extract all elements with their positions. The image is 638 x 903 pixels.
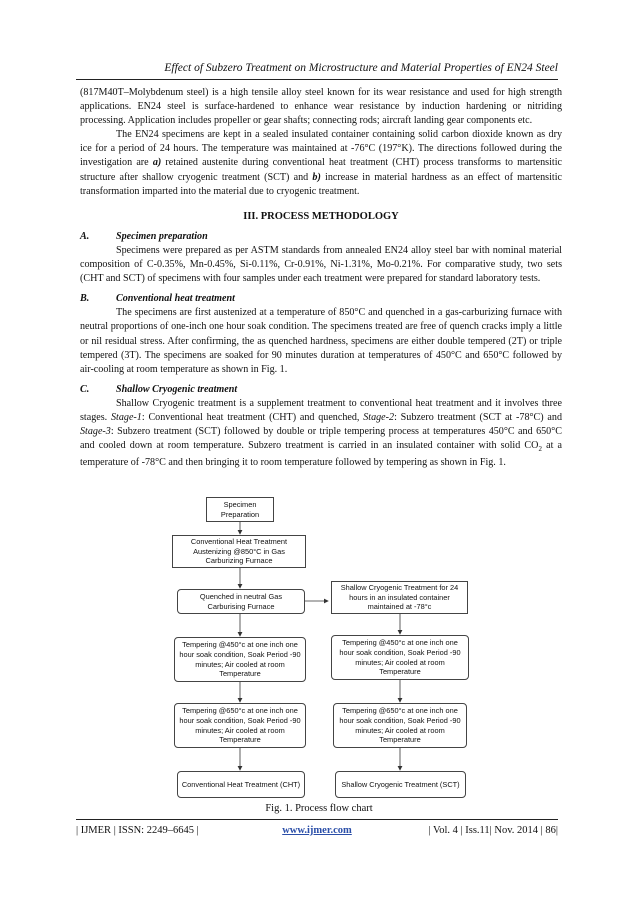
flow-end-sct: Shallow Cryogenic Treatment (SCT) [335,771,466,798]
flow-tempering-650-right: Tempering @650°c at one inch one hour soak condition, Soak Period -90 minutes; Air cooled at room Temperature [333,703,467,748]
paragraph-shallow-cryogenic: Shallow Cryogenic treatment is a supplement treatment to conventional heat treatment and it involves three stages. Stage-1: Conventional heat treatment (CHT) and quenched, Stage-2: Subzero treatment (SCT at -78°C) and Stage-3: Subzero treatment (SCT) followed by double or triple tempering process at temperatures 450°C and 650°C and cooled down at room temperature. Subzero treatment is carried in an insulated container with solid $CO_2$ at a temperature of -78°C and then bringing it to room temperature followed by tempering as shown in Fig. 1. [80,397,563,469]
subsection-heading-a: A. Specimen preparation [80,230,208,242]
paragraph-specimens-storage: The EN24 specimens are kept in a sealed insulated container containing solid carbon dioxide known as dry ice for a period of 24 hours. The temperature was maintained at -76°C (197°K). The directions followed during the investigation are a) retained austenite during conventional heat treatment (CHT) process transforms to martensitic structure after shallow cryogenic treatment (SCT) and b) increase in material hardness as an effect of martensitic transformation imparted into the material due to cryogenic treatment. [80,129,562,197]
footer-volume-page: | Vol. 4 | Iss.11| Nov. 2014 | 86| [428,825,558,836]
paragraph-conventional-heat-treatment: The specimens are first austenized at a temperature of 850°C and quenched in a gas-carburizing furnace with neutral proportions of one-inch one hour soak condition. The specimens treated are free of quench cracks imply a little or nil residual stress. After confirming, the as quenched hardness, specimens are either double tempered (2T) or triple tempered (3T). The specimens are soaked for 90 minutes duration at temperatures of 450°C and 650°C followed by air-cooling at room temperature as shown in Fig. 1. [80,307,562,375]
flow-shallow-cryogenic-treatment: Shallow Cryogenic Treatment for 24 hours in an insulated container maintained at -78°c [331,581,468,614]
flow-tempering-450-left: Tempering @450°c at one inch one hour soak condition, Soak Period -90 minutes; Air cooled at room Temperature [174,637,306,682]
paragraph-material-description: (817M40T–Molybdenum steel) is a high tensile alloy steel known for its wear resistance and used for high strength applications. EN24 steel is surface-hardened to enhance wear resistance by induction hardening or nitriding processing. Application includes propeller or gear shafts; connecting rods; aircraft landing gear components etc. [80,87,562,127]
body-text [80,86,562,470]
flow-quenched: Quenched in neutral Gas Carburising Furnace [177,589,305,614]
header-rule [76,79,558,80]
flow-end-cht: Conventional Heat Treatment (CHT) [177,771,305,798]
flow-conventional-heat-treatment: Conventional Heat Treatment Austenizing @850°C in Gas Carburizing Furnace [172,535,306,568]
footer-journal-info: | IJMER | ISSN: 2249–6645 | [76,825,199,836]
flow-tempering-450-right: Tempering @450°c at one inch one hour soak condition, Soak Period -90 minutes; Air cooled at room Temperature [331,635,469,680]
footer-rule [76,819,558,820]
paragraph-specimen-preparation: Specimens were prepared as per ASTM standards from annealed EN24 alloy steel bar with nominal material composition of C-0.35%, Mn-0.45%, Si-0.11%, Cr-0.91%, Ni-1.31%, Mo-0.21%. For comparative study, two sets (CHT and SCT) of specimens with four samples under each treatment were prepared for standard laboratory tests. [80,244,562,285]
flow-specimen-preparation: Specimen Preparation [206,497,274,522]
subsection-heading-b: B. Conventional heat treatment [80,293,235,305]
flow-tempering-650-left: Tempering @650°c at one inch one hour soak condition, Soak Period -90 minutes; Air cooled at room Temperature [174,703,306,748]
footer-website-link[interactable]: www.ijmer.com [282,825,352,836]
subsection-heading-c: C. Shallow Cryogenic treatment [80,383,238,395]
figure-caption: Fig. 1. Process flow chart [265,803,373,814]
section-title: III. PROCESS METHODOLOGY [243,210,399,222]
running-header: Effect of Subzero Treatment on Microstructure and Material Properties of EN24 Steel [164,62,558,74]
